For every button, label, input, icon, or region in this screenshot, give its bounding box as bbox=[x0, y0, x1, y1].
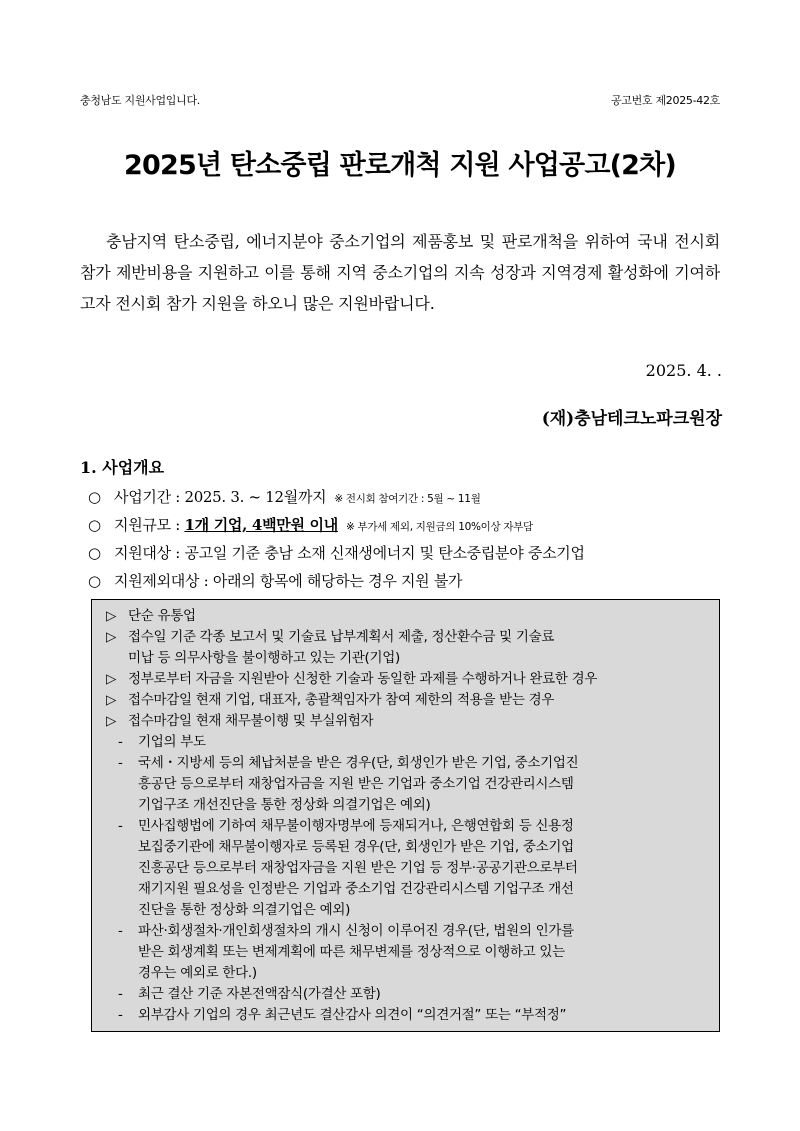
exclusion-item-continued: 미납 등 의무사항을 불이행하고 있는 기관(기업) bbox=[128, 650, 400, 666]
sub-item: - 기업의 부도 bbox=[118, 732, 206, 753]
sub-item-continued: 경우는 예외로 한다.) bbox=[138, 965, 257, 981]
sub-item: - 파산·회생절차·개인회생절차의 개시 신청이 이루어진 경우(단, 법원의 인가를 bbox=[118, 921, 574, 942]
bullet-icon: ○ bbox=[88, 488, 101, 506]
sub-item-continued: 보집중기관에 채무불이행자로 등록된 경우(단, 회생인가 받은 기업, 중소기업 bbox=[138, 839, 574, 855]
sub-item-continued: 받은 회생계획 또는 변제계획에 따른 채무변제를 정상적으로 이행하고 있는 bbox=[138, 944, 565, 960]
bullet-icon: ○ bbox=[88, 516, 101, 534]
header-left-note: 충청남도 지원사업입니다. bbox=[80, 94, 200, 107]
overview-exclusion bbox=[88, 570, 462, 591]
section-heading: 1. 사업개요 bbox=[80, 458, 165, 477]
organization-signature: (재)충남테크노파크원장 bbox=[541, 409, 722, 429]
sub-item-continued: 흥공단 등으로부터 재창업자금을 지원 받은 기업과 중소기업 건강관리시스템 bbox=[138, 776, 574, 792]
dash-icon: - bbox=[118, 734, 123, 750]
exclusion-item: ▷ 접수일 기준 각종 보고서 및 기술료 납부계획서 제출, 정산환수금 및 기술료 bbox=[106, 627, 554, 648]
notice-number: 공고번호 제2025-42호 bbox=[610, 94, 720, 107]
bullet-icon: ○ bbox=[88, 544, 101, 562]
exclusion-item: ▷ 접수마감일 현재 채무불이행 및 부실위험자 bbox=[106, 711, 373, 732]
notice-date: 2025. 4. . bbox=[645, 361, 722, 380]
scale-note: ※ 부가세 제외, 지원금의 10%이상 자부담 bbox=[345, 521, 533, 533]
overview-scale bbox=[88, 514, 533, 535]
overview-period bbox=[88, 486, 481, 507]
triangle-icon: ▷ bbox=[106, 692, 117, 708]
exclusion-text: 지원제외대상 : 아래의 항목에 해당하는 경우 지원 불가 bbox=[114, 572, 463, 590]
scale-value: 1개 기업, 4백만원 이내 bbox=[184, 516, 338, 534]
dash-icon: - bbox=[118, 986, 123, 1002]
dash-icon: - bbox=[118, 923, 123, 939]
overview-target bbox=[88, 542, 585, 563]
period-label: 사업기간 : 2025. 3. ~ 12월까지 bbox=[114, 488, 327, 506]
target-text: 지원대상 : 공고일 기준 충남 소재 신재생에너지 및 탄소중립분야 중소기업 bbox=[114, 544, 585, 562]
exclusion-item: ▷ 접수마감일 현재 기업, 대표자, 총괄책임자가 참여 제한의 적용을 받는 경우 bbox=[106, 690, 554, 711]
sub-item: - 민사집행법에 기하여 채무불이행자명부에 등재되거나, 은행연합회 등 신용정 bbox=[118, 816, 574, 837]
triangle-icon: ▷ bbox=[106, 671, 117, 687]
triangle-icon: ▷ bbox=[106, 608, 117, 624]
dash-icon: - bbox=[118, 1007, 123, 1023]
sub-item: - 최근 결산 기준 자본전액잠식(가결산 포함) bbox=[118, 984, 381, 1005]
page-title: 2025년 탄소중립 판로개척 지원 사업공고(2차) bbox=[124, 150, 676, 181]
sub-item-continued: 진흥공단 등으로부터 재창업자금을 지원 받은 기업 등 정부·공공기관으로부터 bbox=[138, 860, 578, 876]
scale-label: 지원규모 : bbox=[114, 516, 185, 534]
sub-item: - 국세・지방세 등의 체납처분을 받은 경우(단, 회생인가 받은 기업, 중소기업진 bbox=[118, 753, 578, 774]
sub-item: - 외부감사 기업의 경우 최근년도 결산감사 의견이 “의견거절” 또는 “부적정” bbox=[118, 1005, 566, 1026]
triangle-icon: ▷ bbox=[106, 629, 117, 645]
sub-item-continued: 재기지원 필요성을 인정받은 기업과 중소기업 건강관리시스템 기업구조 개선 bbox=[138, 881, 574, 897]
sub-item-continued: 진단을 통한 정상화 의결기업은 예외) bbox=[138, 902, 351, 918]
intro-paragraph: 충남지역 탄소중립, 에너지분야 중소기업의 제품홍보 및 판로개척을 위하여 국내 전시회 참가 제반비용을 지원하고 이를 통해 지역 중소기업의 지속 성장과 지역경제 활성화에 기여하고자 전시회 참가 지원을 하오니 많은 지원바랍니다. bbox=[80, 232, 720, 313]
sub-item-continued: 기업구조 개선진단을 통한 정상화 의결기업은 예외) bbox=[138, 797, 431, 813]
period-note: ※ 전시회 참여기간 : 5월 ~ 11월 bbox=[334, 493, 481, 505]
triangle-icon: ▷ bbox=[106, 713, 117, 729]
bullet-icon: ○ bbox=[88, 572, 101, 590]
exclusion-item: ▷ 정부로부터 자금을 지원받아 신청한 기술과 동일한 과제를 수행하거나 완료한 경우 bbox=[106, 669, 597, 690]
exclusion-box bbox=[91, 599, 720, 1032]
dash-icon: - bbox=[118, 818, 123, 834]
exclusion-item: ▷ 단순 유통업 bbox=[106, 606, 196, 627]
dash-icon: - bbox=[118, 755, 123, 771]
